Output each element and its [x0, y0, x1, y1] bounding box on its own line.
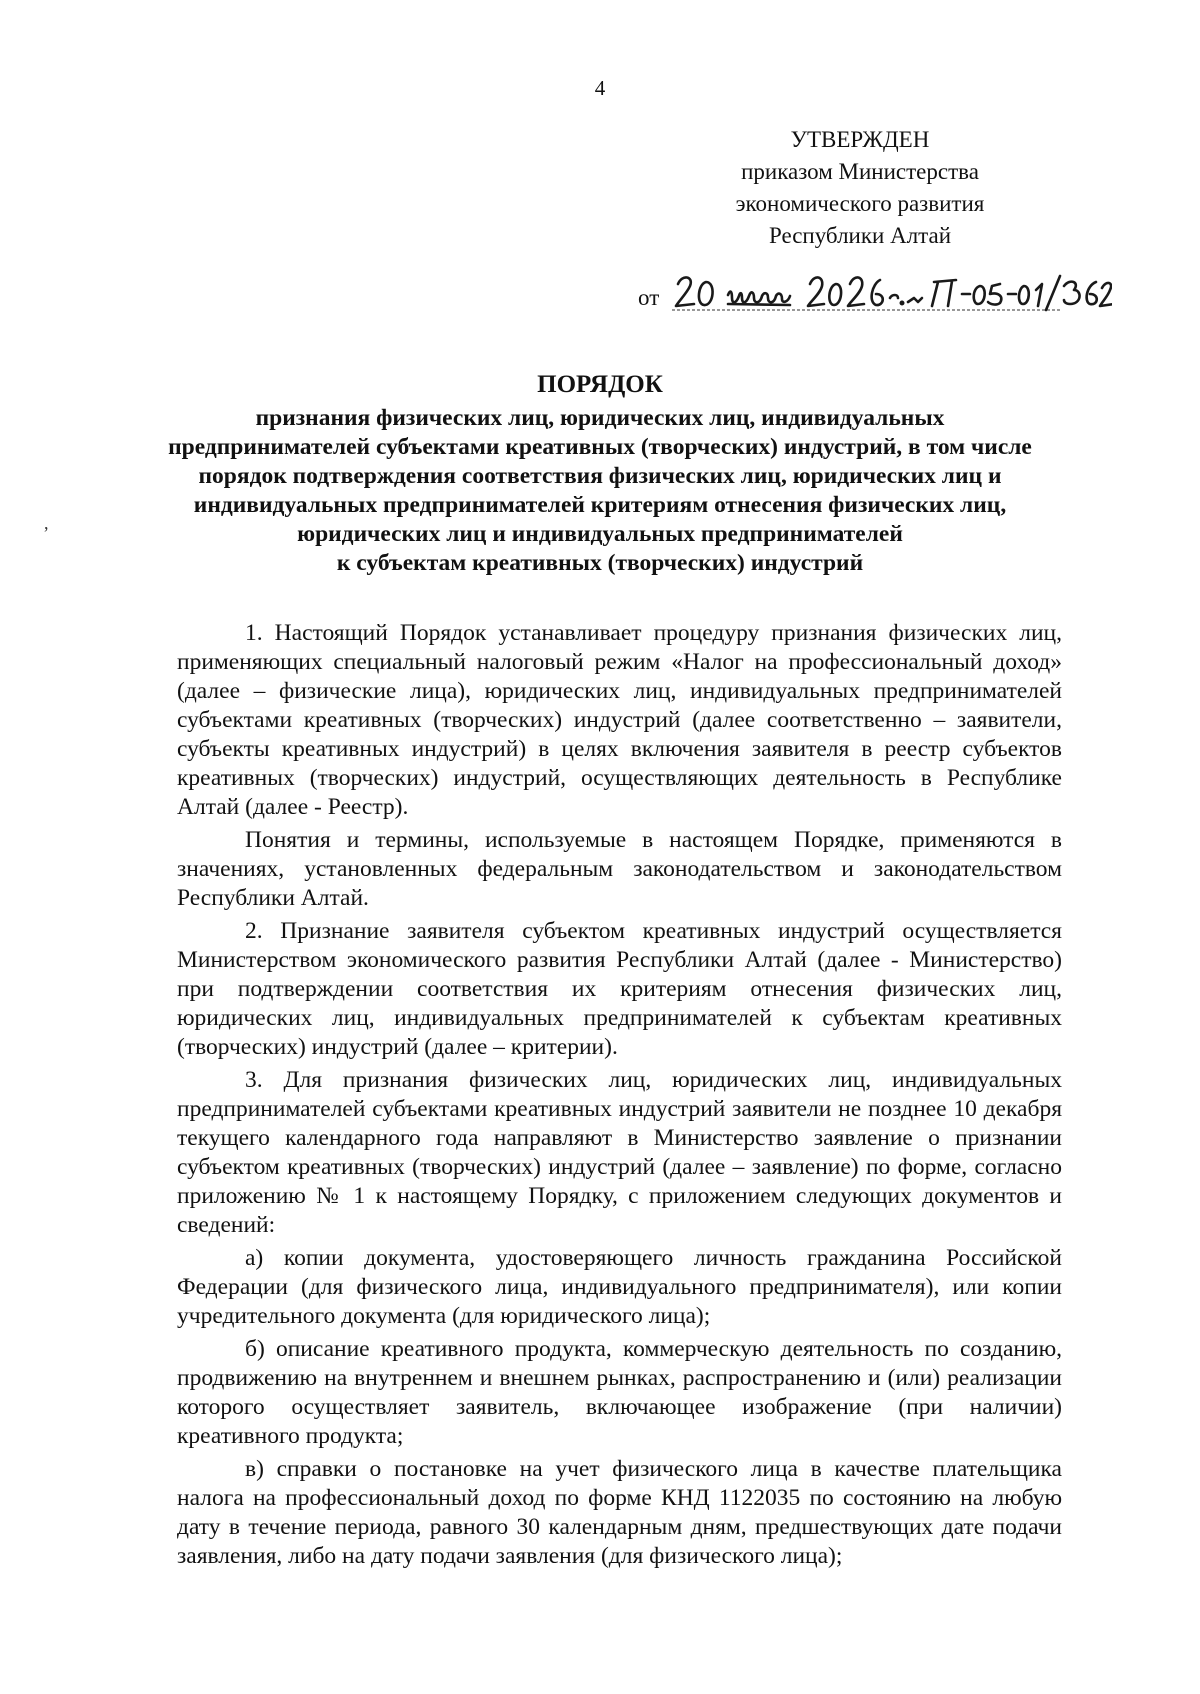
document-body — [177, 619, 1062, 1575]
approval-block — [600, 124, 1120, 252]
approval-line-1: приказом Министерства — [741, 159, 979, 184]
subtitle-line: индивидуальных предпринимателей критериям отнесения физических лиц, — [193, 492, 1007, 518]
paragraph-definitions: Понятия и термины, используемые в настоящем Порядке, применяются в значениях, установленных федеральным законодательством и законодательством Республики Алтай. — [177, 827, 1062, 911]
document-title: ПОРЯДОК — [537, 371, 663, 398]
list-item-v: в) справки о постановке на учет физического лица в качестве плательщика налога на профессиональный доход по форме КНД 1122035 по состоянию на любую дату в течение периода, равного 30 календарным дням, предшествующих дате подачи заявления, либо на дату подачи заявления (для физического лица); — [177, 1456, 1062, 1569]
paragraph-1: 1. Настоящий Порядок устанавливает процедуру признания физических лиц, применяющих специальный налоговый режим «Налог на профессиональный доход» (далее – физические лица), юридических лиц, индивидуальных предпринимателей субъектами креативных (творческих) индустрий (далее соответственно – заявители, субъекты креативных индустрий) в целях включения заявителя в реестр субъектов креативных (творческих) индустрий, осуществляющих деятельность в Республике Алтай (далее - Реестр). — [177, 620, 1062, 820]
page-number: 4 — [594, 76, 606, 100]
order-prefix: от — [638, 285, 660, 310]
order-date-line — [638, 268, 1138, 318]
subtitle-line: признания физических лиц, юридических лиц, индивидуальных — [255, 405, 945, 431]
approval-line-2: экономического развития — [735, 191, 985, 216]
paragraph-2: 2. Признание заявителя субъектом креативных индустрий осуществляется Министерством экономического развития Республики Алтай (далее - Министерство) при подтверждении соответствия их критериям отнесения физических лиц, юридических лиц, индивидуальных предпринимателей к субъектам креативных (творческих) индустрий (далее – критерии). — [177, 918, 1062, 1060]
approval-heading: УТВЕРЖДЕН — [790, 127, 930, 152]
approval-line-3: Республики Алтай — [768, 223, 952, 248]
subtitle-line: порядок подтверждения соответствия физических лиц, юридических лиц и — [198, 463, 1002, 489]
list-item-b: б) описание креативного продукта, коммерческую деятельность по созданию, продвижению на внутреннем и внешнем рынках, распространению и (или) реализации которого осуществляет заявитель, включающее изображение (при наличии) креативного продукта; — [177, 1336, 1062, 1449]
subtitle-line: предпринимателей субъектами креативных (творческих) индустрий, в том числе — [168, 434, 1032, 460]
document-subtitle — [160, 404, 1040, 578]
list-item-a: а) копии документа, удостоверяющего личность гражданина Российской Федерации (для физического лица, индивидуального предпринимателя), или копии учредительного документа (для юридического лица); — [177, 1245, 1062, 1329]
paragraph-3: 3. Для признания физических лиц, юридических лиц, индивидуальных предпринимателей субъектами креативных индустрий заявители не позднее 10 декабря текущего календарного года направляют в Министерство заявление о признании субъектом креативных (творческих) индустрий (далее – заявление) по форме, согласно приложению № 1 к настоящему Порядку, с приложением следующих документов и сведений: — [177, 1067, 1062, 1238]
subtitle-line: к субъектам креативных (творческих) индустрий — [336, 550, 864, 576]
subtitle-line: юридических лиц и индивидуальных предпринимателей — [297, 521, 903, 547]
handwritten-order-number — [672, 268, 1112, 318]
left-margin-mark: , — [44, 513, 49, 533]
